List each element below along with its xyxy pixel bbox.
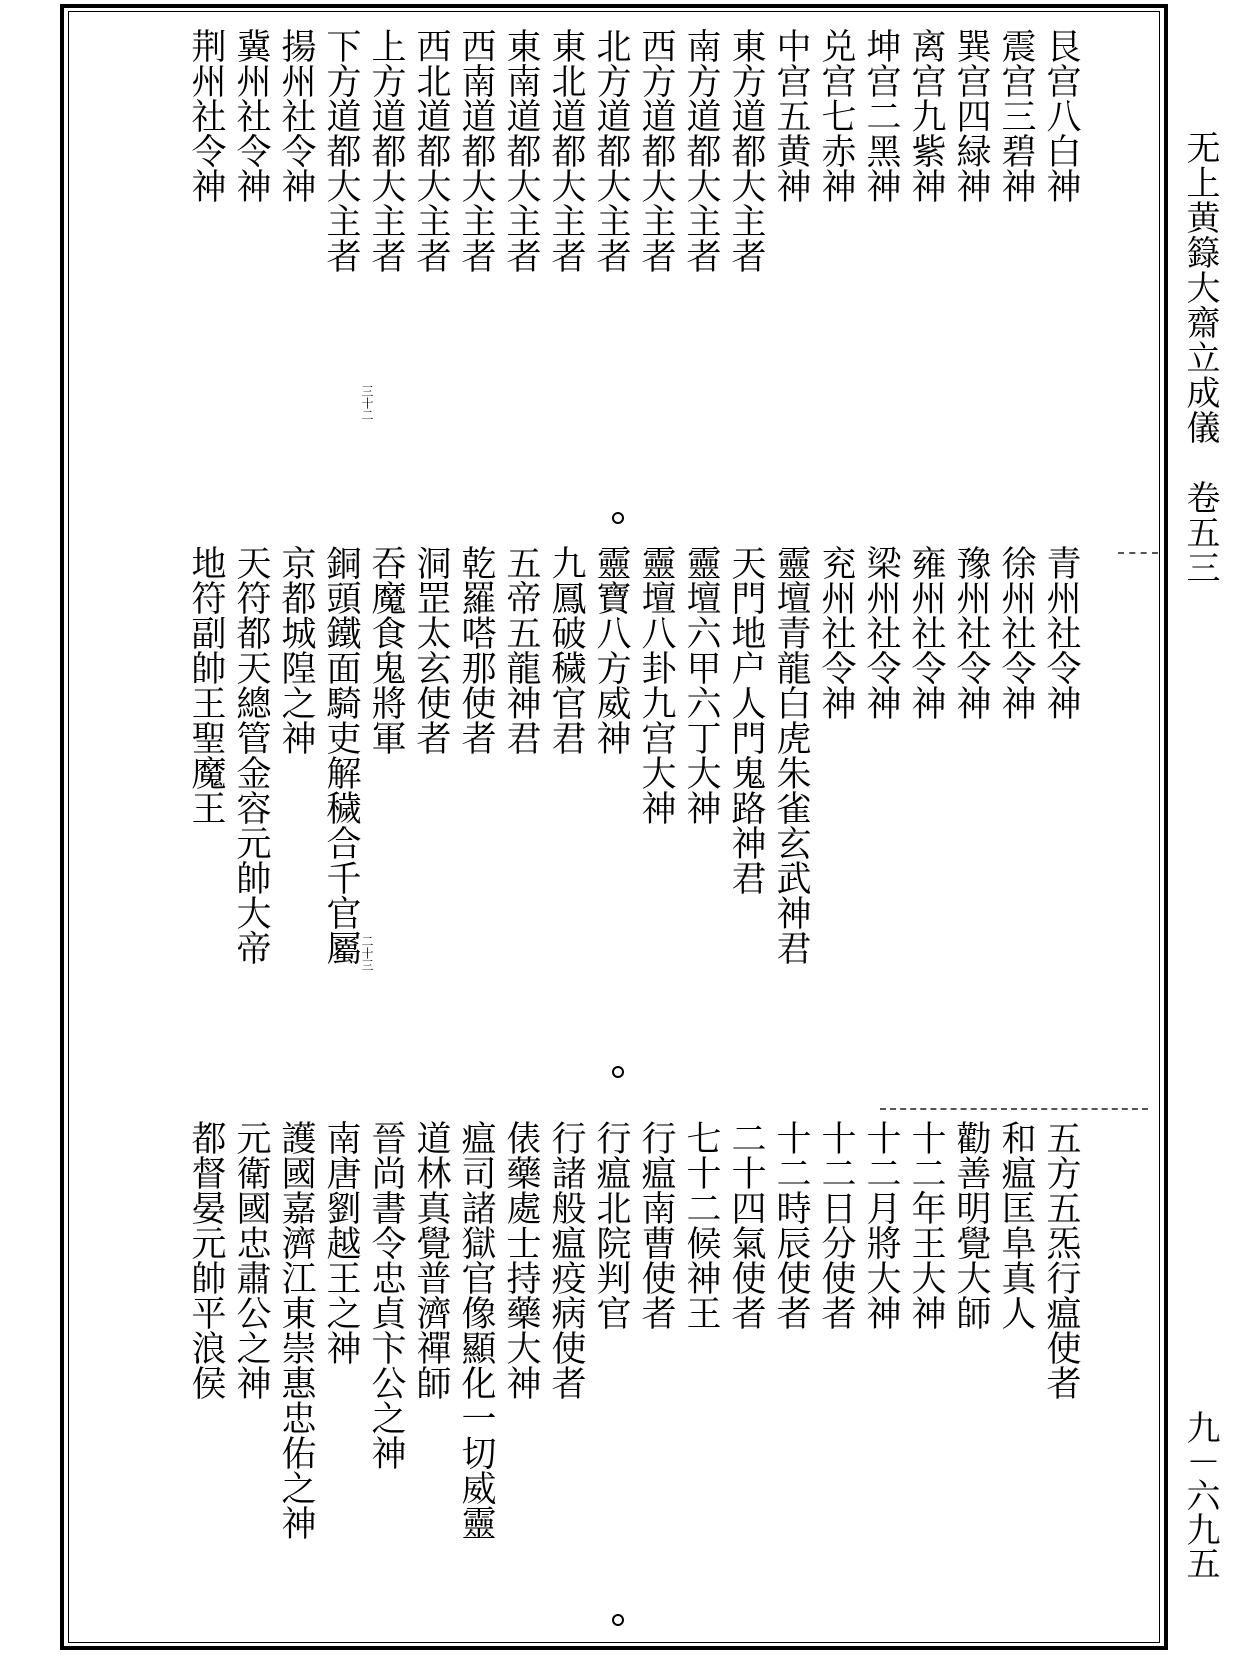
text-column: 离宫九紫神 <box>906 28 946 203</box>
text-column: 銅頭鐵面騎吏解穢合千官屬 <box>321 545 361 965</box>
section-divider <box>1118 552 1158 554</box>
section-divider <box>880 1108 1148 1110</box>
section-marker-circle <box>612 512 624 524</box>
margin-book-title: 无上黄籙大齋立成儀 卷五三 <box>1180 130 1220 585</box>
text-column: 坤宫二黑神 <box>861 28 901 203</box>
text-column: 元衛國忠肅公之神 <box>231 1120 271 1400</box>
text-column: 豫州社令神 <box>951 545 991 720</box>
text-column: 行諸般瘟疫病使者 <box>546 1120 586 1400</box>
text-column: 京都城隍之神 <box>276 545 316 755</box>
text-column: 行瘟南曹使者 <box>636 1120 676 1330</box>
text-column: 地符副帥王聖魔王 <box>186 545 226 825</box>
text-column: 兑宫七赤神 <box>816 28 856 203</box>
text-column: 天符都天總管金容元帥大帝 <box>231 545 271 965</box>
text-column: 十二時辰使者 <box>771 1120 811 1330</box>
text-column: 兖州社令神 <box>816 545 856 720</box>
text-column: 北方道都大主者 <box>591 28 631 273</box>
text-column: 東南道都大主者 <box>501 28 541 273</box>
text-column: 行瘟北院判官 <box>591 1120 631 1330</box>
text-column: 下方道都大主者 <box>321 28 361 273</box>
text-column: 都督晏元帥平浪侯 <box>186 1120 226 1400</box>
text-column: 揚州社令神 <box>276 28 316 203</box>
text-column: 靈壇八卦九宫大神 <box>636 545 676 825</box>
text-column: 五方五炁行瘟使者 <box>1041 1120 1081 1400</box>
text-column: 和瘟匡阜真人 <box>996 1120 1036 1330</box>
text-column: 西北道都大主者 <box>411 28 451 273</box>
section-marker-circle <box>612 1066 624 1078</box>
text-column: 西南道都大主者 <box>456 28 496 273</box>
text-column: 青州社令神 <box>1041 545 1081 720</box>
small-note: 三十二 <box>360 385 374 421</box>
text-column: 晉尚書令忠貞卞公之神 <box>366 1120 406 1470</box>
text-column: 九鳳破穢官君 <box>546 545 586 755</box>
text-column: 荆州社令神 <box>186 28 226 203</box>
text-column: 五帝五龍神君 <box>501 545 541 755</box>
text-column: 靈寶八方威神 <box>591 545 631 755</box>
text-column: 十二日分使者 <box>816 1120 856 1330</box>
text-column: 震宫三碧神 <box>996 28 1036 203</box>
text-column: 中宫五黄神 <box>771 28 811 203</box>
text-column: 勸善明覺大師 <box>951 1120 991 1330</box>
text-column: 護國嘉濟江東崇惠忠佑之神 <box>276 1120 316 1540</box>
text-column: 艮宫八白神 <box>1041 28 1081 203</box>
text-column: 西方道都大主者 <box>636 28 676 273</box>
section-3 <box>125 1120 1085 1620</box>
text-column: 冀州社令神 <box>231 28 271 203</box>
text-column: 乾羅嗒那使者 <box>456 545 496 755</box>
text-column: 南唐劉越王之神 <box>321 1120 361 1365</box>
text-column: 瘟司諸獄官像顯化一切威靈 <box>456 1120 496 1540</box>
text-column: 徐州社令神 <box>996 545 1036 720</box>
text-column: 東北道都大主者 <box>546 28 586 273</box>
text-column: 靈壇六甲六丁大神 <box>681 545 721 825</box>
text-column: 二十四氣使者 <box>726 1120 766 1330</box>
text-column: 南方道都大主者 <box>681 28 721 273</box>
text-column: 十二月將大神 <box>861 1120 901 1330</box>
text-column: 雍州社令神 <box>906 545 946 720</box>
text-column: 吞魔食鬼將軍 <box>366 545 406 755</box>
margin-page-number: 九－六九五 <box>1180 1410 1220 1580</box>
text-column: 十二年王大神 <box>906 1120 946 1330</box>
small-note: 二十三 <box>360 935 374 971</box>
text-column: 天門地户人門鬼路神君 <box>726 545 766 895</box>
text-column: 道林真覺普濟禪師 <box>411 1120 451 1400</box>
text-column: 俵藥處士持藥大神 <box>501 1120 541 1400</box>
text-column: 洞罡太玄使者 <box>411 545 451 755</box>
text-column: 上方道都大主者 <box>366 28 406 273</box>
section-1 <box>125 28 1085 548</box>
text-column: 巽宫四緑神 <box>951 28 991 203</box>
text-column: 東方道都大主者 <box>726 28 766 273</box>
text-column: 七十二候神王 <box>681 1120 721 1330</box>
text-column: 靈壇青龍白虎朱雀玄武神君 <box>771 545 811 965</box>
section-2 <box>125 545 1085 1045</box>
section-marker-circle <box>612 1614 624 1626</box>
text-column: 梁州社令神 <box>861 545 901 720</box>
